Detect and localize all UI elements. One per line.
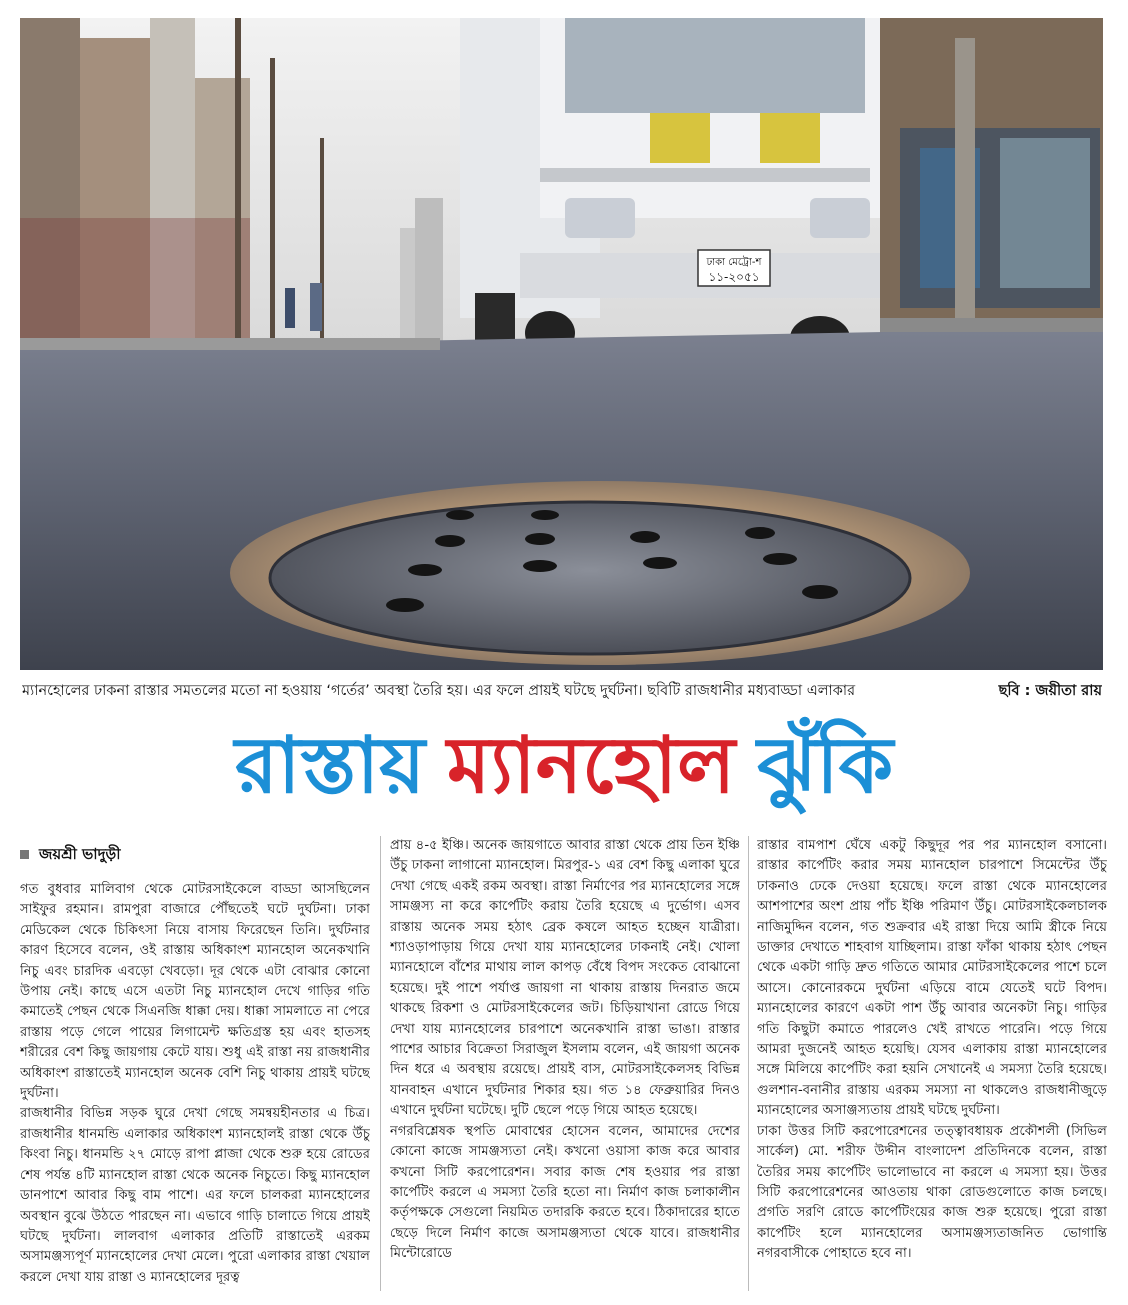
headline-part1: রাস্তায় [234, 721, 426, 811]
photo-caption [22, 679, 1102, 703]
byline-square-icon [20, 850, 29, 859]
article-column-3 [757, 836, 1107, 1295]
article-column-1 [20, 880, 370, 1295]
column1-paragraph1: গত বুধবার মালিবাগ থেকে মোটরসাইকেলে বাড্ডা আসছিলেন সাইফুর রহমান। রামপুরা বাজারে পৌঁছতেই ঘটে দুর্ঘটনা। ঢাকা মেডিকেল থেকে চিকিৎসা নিয়ে বাসায় ফিরেছেন তিনি। দুর্ঘটনার কারণ হিসেবে বলেন, ওই রাস্তায় অধিকাংশ ম্যানহোল অনেকখানি নিচু এবং চারদিক এবড়ো খেবড়ো। দূর থেকে এটা বোঝার কোনো উপায় নেই। কাছে এসে এতটা নিচু ম্যানহোল দেখে গাড়ির গতি কমাতেই পেছন থেকে সিএনজি ধাক্কা দেয়। ধাক্কা সামলাতে না পেরে রাস্তায় পড়ে গেলে পায়ের লিগামেন্ট ক্ষতিগ্রস্ত হয় এবং হাতসহ শরীরের বেশ কিছু জায়গায় কেটে যায়। শুধু এই রাস্তা নয় রাজধানীর অধিকাংশ রাস্তাতেই ম্যানহোল অনেক বেশি নিচু থাকায় প্রায়ই ঘটছে দুর্ঘটনা। [20, 882, 370, 1102]
headline [0, 710, 1128, 822]
headline-part2: ম্যানহোল [447, 721, 736, 811]
column-divider [748, 836, 749, 1291]
photo-credit: ছবি : জয়ীতা রায় [998, 683, 1102, 699]
column-divider [380, 836, 381, 1291]
article-column-2 [390, 836, 740, 1295]
column3-paragraph2: ঢাকা উত্তর সিটি করপোরেশনের তত্ত্বাবধায়ক প্রকৌশলী (সিভিল সার্কেল) মো. শরীফ উদ্দীন বাংলাদেশ প্রতিদিনকে বলেন, রাস্তা তৈরির সময় কার্পেটিং ভালোভাবে না করলে এ সমস্যা হয়। উত্তর সিটি করপোরেশনের আওতায় থাকা রোডগুলোতে কাজ চলছে। প্রগতি সরণি রোডে কার্পেটিংয়ের কাজ শুরু হয়েছে। পুরো রাস্তা কার্পেটিং হলে ম্যানহোলের অসামঞ্জস্যতাজনিত ভোগান্তি নগরবাসীকে পোহাতে হবে না। [757, 1123, 1107, 1262]
byline-author: জয়শ্রী ভাদুড়ী [39, 845, 121, 863]
headline-part3: ঝুঁকি [757, 721, 894, 811]
news-photo [20, 18, 1103, 670]
column1-paragraph2: রাজধানীর বিভিন্ন সড়ক ঘুরে দেখা গেছে সমন্বয়হীনতার এ চিত্র। রাজধানীর ধানমন্ডি এলাকার অধিকাংশ ম্যানহোলই রাস্তা থেকে উঁচু কিংবা নিচু। ধানমন্ডি ২৭ মোড়ে রাপা প্লাজা থেকে শুরু হয়ে রোডের শেষ পর্যন্ত ৪টি ম্যানহোল রাস্তা থেকে অনেক নিচুতে। কিছু ম্যানহোল ডানপাশে আবার কিছু বাম পাশে। এর ফলে চালকরা ম্যানহোলের অবস্থান বুঝে উঠতে পারছেন না। এভাবে গাড়ি চালাতে গিয়ে প্রায়ই ঘটছে দুর্ঘটনা। লালবাগ এলাকার প্রতিটি রাস্তাতেই এরকম অসামঞ্জস্যপূর্ণ ম্যানহোলের দেখা মেলে। পুরো এলাকার রাস্তা খেয়াল করলে দেখা যায় রাস্তা ও ম্যানহোলের দূরত্ব [20, 1106, 370, 1285]
column2-paragraph2: নগরবিশ্লেষক স্থপতি মোবাশ্বের হোসেন বলেন, আমাদের দেশের কোনো কাজে সামঞ্জস্যতা নেই। কখনো ওয়াসা কাজ করে আবার কখনো সিটি করপোরেশন। সবার কাজ শেষ হওয়ার পর রাস্তা কার্পেটিং করলে এ সমস্যা তৈরি হতো না। নির্মাণ কাজ চলাকালীন কর্তৃপক্ষকে সেগুলো নিয়মিত তদারকি করতে হবে। ঠিকাদারের হাতে ছেড়ে দিলে নির্মাণ কাজে অসামঞ্জস্যতা থেকে যাবে। রাজধানীর মিন্টোরোডে [390, 1123, 740, 1262]
caption-text: ম্যানহোলের ঢাকনা রাস্তার সমতলের মতো না হওয়ায় ‘গর্তের’ অবস্থা তৈরি হয়। এর ফলে প্রায়ই ঘটছে দুর্ঘটনা। ছবিটি রাজধানীর মধ্যবাড্ডা এলাকার [22, 683, 856, 699]
column3-paragraph1: রাস্তার বামপাশ ঘেঁষে একটু কিছুদূর পর পর ম্যানহোল বসানো। রাস্তার কার্পেটিং করার সময় ম্যানহোল চারপাশে সিমেন্টের উঁচু ঢাকনাও ঢেকে দেওয়া হয়েছে। ফলে রাস্তা থেকে ম্যানহোলের আশপাশের অংশ প্রায় পাঁচ ইঞ্চি পরিমাণ উঁচু। মোটরসাইকেলচালক নাজিমুদ্দিন বলেন, গত শুক্রবার এই রাস্তা দিয়ে আমি স্ত্রীকে নিয়ে ডাক্তার দেখাতে শাহবাগ যাচ্ছিলাম। রাস্তা ফাঁকা থাকায় হঠাৎ পেছন থেকে একটা গাড়ি দ্রুত গতিতে আমার মোটরসাইকেলের পাশে চলে আসে। কোনোরকমে দুর্ঘটনা এড়িয়ে বামে যেতেই ঘটে বিপদ। ম্যানহোলের কারণে একটা পাশ উঁচু আবার অনেকটা নিচু। গাড়ির গতি কিছুটা কমাতে পারলেও খেই রাখতে পারেনি। পড়ে গিয়ে আমরা দুজনেই আহত হয়েছি। যেসব এলাকায় রাস্তা ম্যানহোলের সঙ্গে মিলিয়ে কার্পেটিং করা হয়নি সেখানেই এ সমস্যা তৈরি হয়েছে। গুলশান-বনানীর রাস্তায় এরকম সমস্যা না থাকলেও রাজধানীজুড়ে ম্যানহোলের অসাঞ্জস্যতায় প্রায়ই ঘটছে দুর্ঘটনা। [757, 838, 1107, 1119]
number-plate-line2: ১১-২০৫১ [708, 270, 760, 284]
number-plate-line1: ঢাকা মেট্রো-শ [706, 257, 762, 268]
manhole-road-photo [20, 18, 1103, 670]
column2-paragraph1: প্রায় ৪-৫ ইঞ্চি। অনেক জায়গাতে আবার রাস্তা থেকে প্রায় তিন ইঞ্চি উঁচু ঢাকনা লাগানো ম্যানহোল। মিরপুর-১ এর বেশ কিছু এলাকা ঘুরে দেখা গেছে একই রকম অবস্থা। রাস্তা নির্মাণের পর ম্যানহোলের সঙ্গে সামঞ্জস্য না করে কার্পেটিং করায় তৈরি হয়েছে এ দুর্ভোগ। এসব রাস্তায় অনেক সময় হঠাৎ ব্রেক কষলে আহত হচ্ছেন যাত্রীরা। শ্যাওড়াপাড়ায় গিয়ে দেখা যায় ম্যানহোলের ঢাকনাই নেই। খোলা ম্যানহোলে বাঁশের মাথায় লাল কাপড় বেঁধে বিপদ সংকেত বোঝানো হয়েছে। দুই পাশে পর্যাপ্ত জায়গা না থাকায় রাস্তায় দিনরাত জমে থাকছে রিকশা ও মোটরসাইকেলের জট। চিড়িয়াখানা রোডে গিয়ে দেখা যায় ম্যানহোলের চারপাশে অনেকখানি রাস্তা ভাঙা। রাস্তার পাশের আচার বিক্রেতা সিরাজুল ইসলাম বলেন, এই জায়গা অনেক দিন ধরে এ অবস্থায় রয়েছে। প্রায়ই বাস, মোটরসাইকেলসহ বিভিন্ন যানবাহন এখানে দুর্ঘটনার শিকার হয়। গত ১৪ ফেব্রুয়ারির দিনও এখানে দুর্ঘটনা ঘটেছে। দুটি ছেলে পড়ে গিয়ে আহত হয়েছে। [390, 838, 740, 1119]
byline [20, 843, 121, 865]
